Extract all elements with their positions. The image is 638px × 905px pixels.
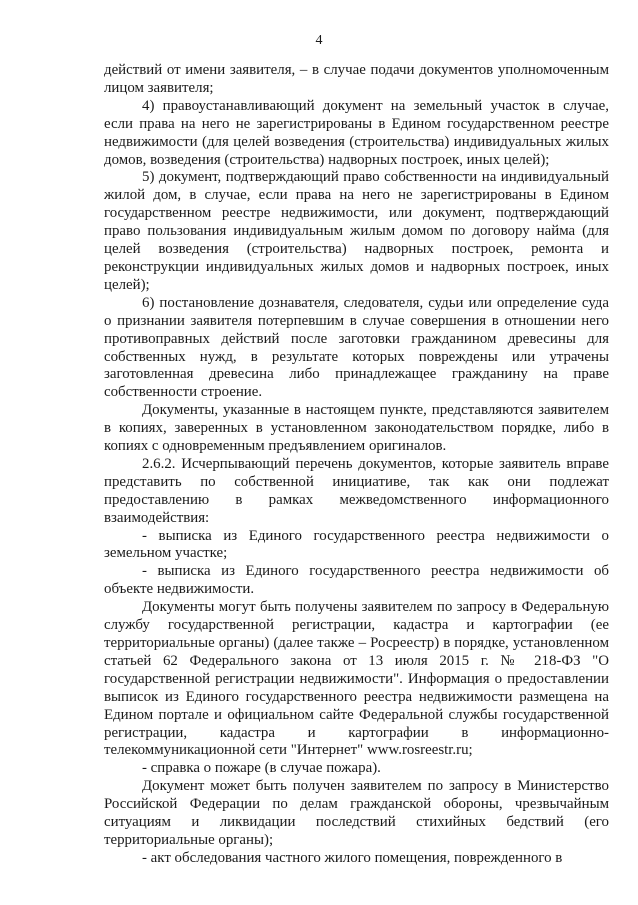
page-number: 4 [315, 33, 323, 48]
list-item-real-estate-extract: - выписка из Единого государственного реестра недвижимости об объекте недвижимости. [104, 563, 609, 598]
paragraph-copies-note: Документы, указанные в настоящем пункте, представляются заявителем в копиях, заверенных в установленном законодательством порядке, либо в копиях с одновременным предъявлением оригиналов. [104, 402, 609, 455]
list-item-land-plot-extract: - выписка из Единого государственного реестра недвижимости о земельном участке; [104, 527, 609, 562]
list-item-fire-certificate: - справка о пожаре (в случае пожара). [142, 760, 381, 777]
document-body [104, 62, 609, 868]
paragraph-rosreestr: Документы могут быть получены заявителем по запросу в Федеральную службу государственной регистрации, кадастра и картографии (ее территориальные органы) (далее также – Росреестр) в порядке, установленном статьей 62 Федерального закона от 13 июля 2015 г. № 218-ФЗ "О государственной регистрации недвижимости". Информация о предоставлении выписок из Единого государственного реестра недвижимости размещена на Едином портале и официальном сайте Федеральной службы государственной регистрации, кадастра и картографии в информационно-телекоммуникационной сети "Интернет" www.rosreestr.ru; [104, 599, 609, 759]
paragraph-item-4: 4) правоустанавливающий документ на земельный участок в случае, если права на него не зарегистрированы в Едином государственном реестре недвижимости (для целей возведения (строительства) индивидуальных жилых домов, возведения (строительства) надворных построек, иных целей); [104, 97, 609, 168]
list-item-inspection-act: - акт обследования частного жилого помещения, поврежденного в [142, 849, 563, 866]
paragraph-item-5: 5) документ, подтверждающий право собственности на индивидуальный жилой дом, в случае, если права на него не зарегистрированы в Едином государственном реестре недвижимости, или документ, подтверждающий право пользования индивидуальным жилым домом по договору найма (для целей возведения (строительства) надворных построек, ремонта и реконструкции индивидуальных жилых домов и надворных построек, иных целей); [104, 169, 609, 293]
paragraph-mchs: Документ может быть получен заявителем по запросу в Министерство Российской Федерации по делам гражданской обороны, чрезвычайным ситуациям и ликвидации последствий стихийных бедствий (его территориальные органы); [104, 778, 609, 848]
paragraph-item-6: 6) постановление дознавателя, следователя, судьи или определение суда о признании заявителя потерпевшим в случае совершения в отношении него противоправных действий после заготовки гражданином древесины для собственных нужд, в результате которых повреждены или утрачены заготовленная древесина либо принадлежащее гражданину на праве собственности строение. [104, 294, 609, 401]
paragraph-2-6-2: 2.6.2. Исчерпывающий перечень документов, которые заявитель вправе представить по собственной инициативе, так как они подлежат предоставлению в рамках межведомственного информационного взаимодействия: [104, 455, 609, 526]
paragraph-continuation: действий от имени заявителя, – в случае подачи документов уполномоченным лицом заявителя; [104, 62, 609, 96]
